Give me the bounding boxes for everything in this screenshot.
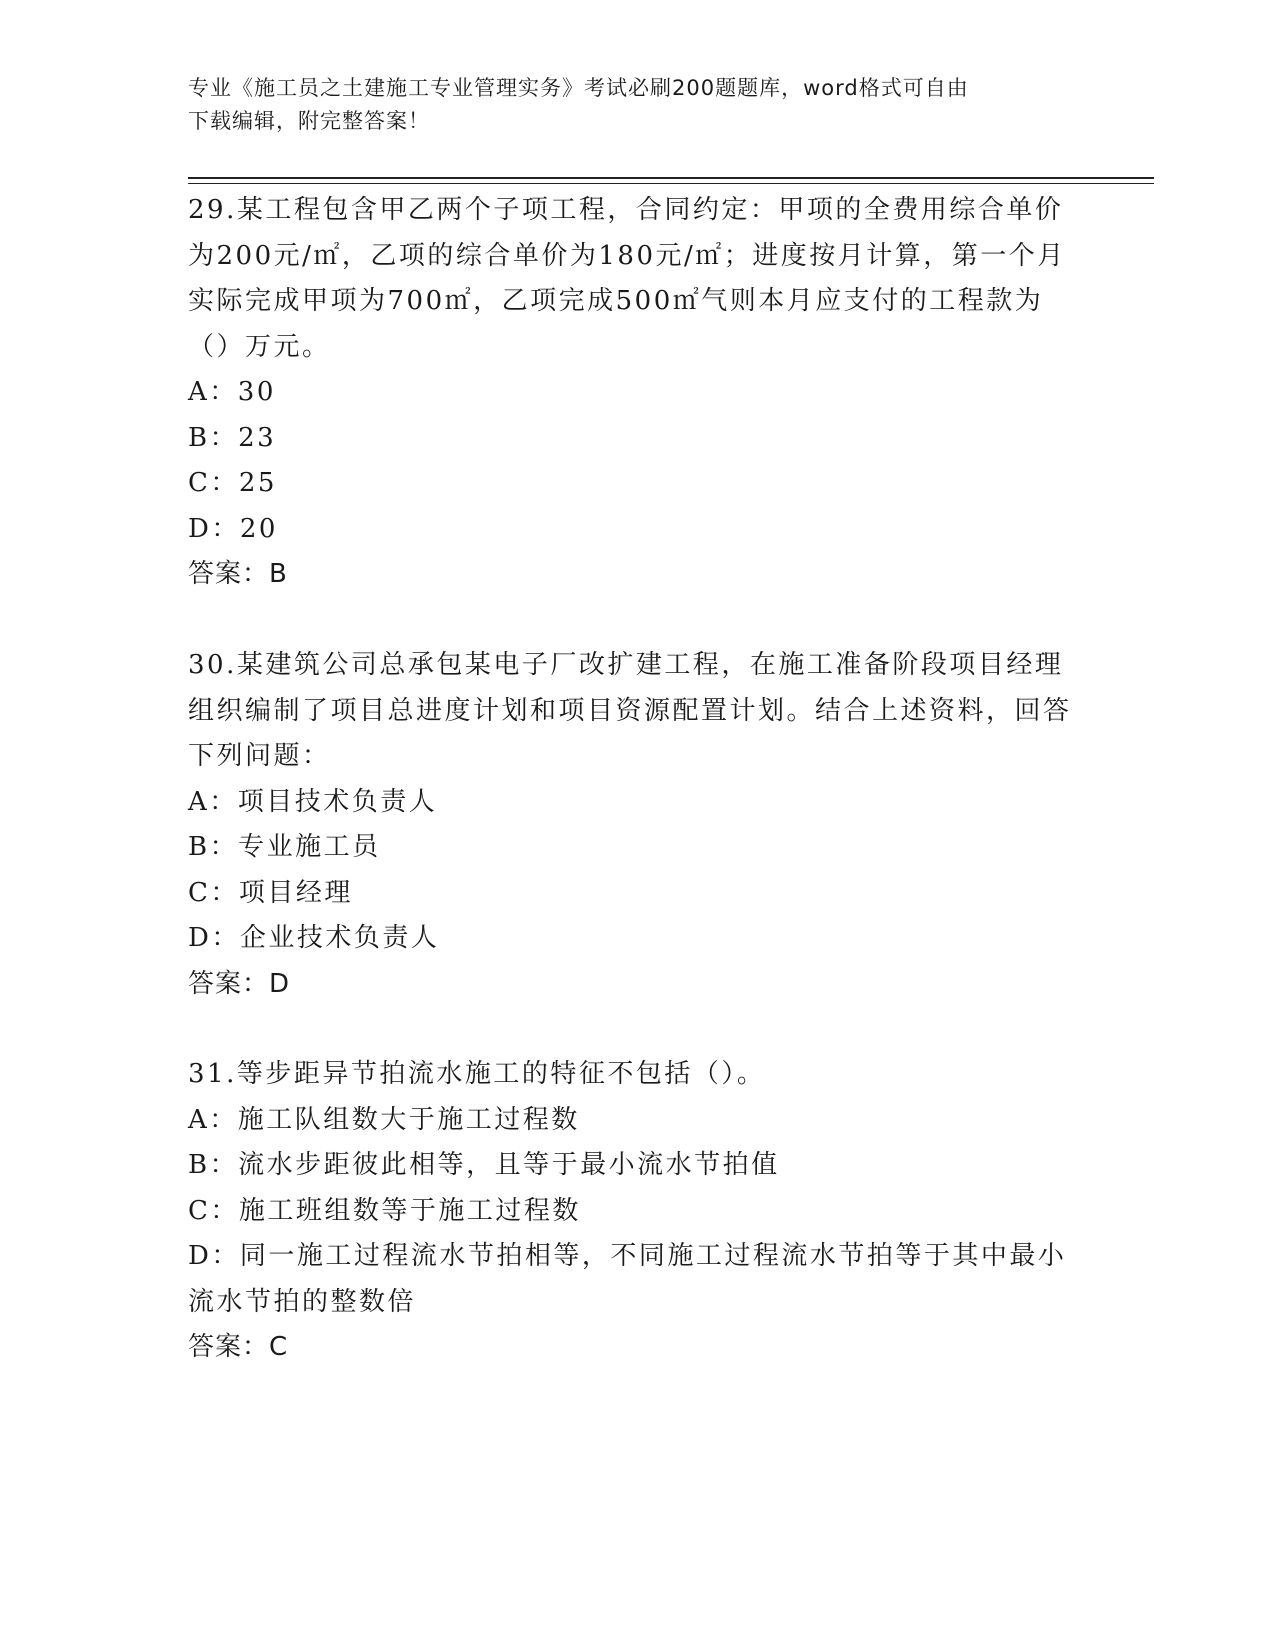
- option-d: D：同一施工过程流水节拍相等，不同施工过程流水节拍等于其中最小流水节拍的整数倍: [188, 1241, 1067, 1317]
- header-divider-thin: [188, 183, 1154, 184]
- answer: 答案：C: [188, 1332, 289, 1362]
- answer: 答案：D: [188, 968, 291, 999]
- header-line-2: 下载编辑，附完整答案！: [188, 109, 430, 133]
- question-text: 31.等步距异节拍流水施工的特征不包括（）。: [188, 1059, 766, 1089]
- option-a: A：30: [188, 377, 276, 407]
- question-29: [188, 188, 1078, 598]
- question-31: [188, 1052, 1078, 1371]
- option-a: A：项目技术负责人: [188, 786, 438, 817]
- option-c: C：项目经理: [188, 877, 353, 908]
- option-b: B：专业施工员: [188, 832, 381, 862]
- question-30: [188, 643, 1078, 1007]
- header-divider-thick: [188, 177, 1154, 179]
- option-a: A：施工队组数大于施工过程数: [188, 1104, 580, 1135]
- question-text: 29.某工程包含甲乙两个子项工程，合同约定：甲项的全费用综合单价为200元/㎡，乙项的综合单价为180元/㎡；进度按月计算，第一个月实际完成甲项为700㎡，乙项完成500㎡气则本月应支付的工程款为（）万元。: [188, 195, 1066, 362]
- header-line-1: 专业《施工员之土建施工专业管理实务》考试必刷200题题库，word格式可自由: [188, 76, 969, 100]
- page-header: [188, 72, 1068, 138]
- option-c: C：25: [188, 468, 277, 498]
- question-text: 30.某建筑公司总承包某电子厂改扩建工程，在施工准备阶段项目经理组织编制了项目总进度计划和项目资源配置计划。结合上述资料，回答下列问题：: [188, 650, 1072, 771]
- option-d: D：20: [188, 513, 278, 544]
- option-c: C：施工班组数等于施工过程数: [188, 1195, 581, 1226]
- option-b: B：23: [188, 422, 277, 453]
- option-d: D：企业技术负责人: [188, 923, 440, 953]
- answer: 答案：B: [188, 559, 288, 589]
- option-b: B：流水步距彼此相等，且等于最小流水节拍值: [188, 1150, 780, 1180]
